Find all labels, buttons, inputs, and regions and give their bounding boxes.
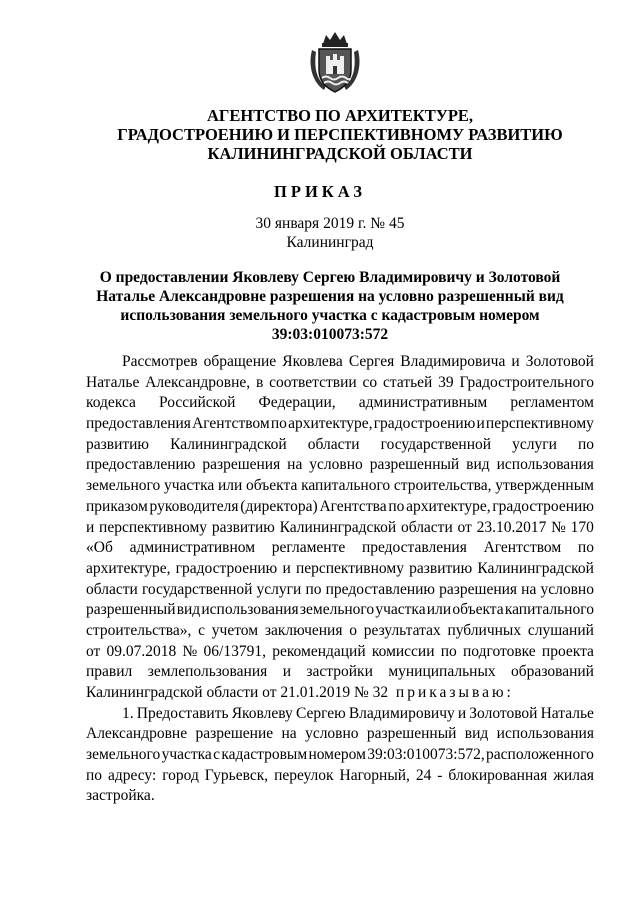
- word: строительства,: [393, 477, 492, 495]
- word: вид: [176, 601, 201, 619]
- item1-final-line: [86, 786, 594, 807]
- order-word: приказываю:: [395, 684, 514, 701]
- word: 1.: [122, 704, 134, 722]
- word: разрешение: [195, 725, 274, 743]
- word: по: [270, 415, 287, 433]
- word: на: [521, 580, 537, 598]
- word: по: [577, 539, 594, 557]
- word: градостроению: [175, 559, 278, 577]
- word: Сергею: [295, 704, 346, 722]
- word: Нагорный,: [339, 766, 410, 784]
- item1-line: [86, 724, 594, 745]
- word: 09.07.2018: [106, 642, 177, 660]
- preamble-line: [86, 414, 594, 435]
- word: Калининградской: [170, 435, 287, 453]
- word: использования: [496, 456, 594, 474]
- preamble-line: [86, 559, 594, 580]
- word: использования: [201, 601, 299, 619]
- word: кадастровым: [221, 746, 308, 764]
- word: -: [437, 766, 443, 784]
- word: с: [198, 621, 206, 639]
- word: Александровне: [86, 725, 188, 743]
- word: участка: [375, 601, 426, 619]
- word: приказом: [86, 497, 148, 515]
- word: области: [307, 435, 360, 453]
- order-body: [86, 352, 594, 807]
- word: Наталье: [86, 373, 140, 391]
- word: соответствии: [269, 373, 357, 391]
- word: Яковлеву: [231, 704, 293, 722]
- word: Калининградской: [477, 559, 594, 577]
- preamble-line: [86, 621, 594, 642]
- preamble-final-text: Калининградской области от 21.01.2019 № 32: [86, 684, 389, 701]
- item1-line: [86, 704, 594, 725]
- preamble-line: [86, 642, 594, 663]
- preamble-line: [86, 600, 594, 621]
- word: (директора): [240, 497, 318, 515]
- word: земельного: [86, 746, 161, 764]
- word: образований: [511, 663, 594, 681]
- preamble-line: [86, 373, 594, 394]
- word: по: [305, 580, 322, 598]
- word: участка: [161, 746, 212, 764]
- word: утвержденным: [495, 477, 594, 495]
- word: регламенте: [271, 539, 346, 557]
- word: услуги: [256, 580, 302, 598]
- word: и: [457, 704, 467, 722]
- preamble-line: [86, 518, 594, 539]
- preamble-line: [86, 455, 594, 476]
- word: 170: [570, 518, 594, 536]
- word: и: [86, 518, 95, 536]
- word: капитального: [504, 601, 594, 619]
- word: и: [282, 559, 291, 577]
- word: 23.10.2017: [476, 518, 547, 536]
- preamble-line: [86, 476, 594, 497]
- word: предоставления: [361, 539, 467, 557]
- word: области: [400, 518, 453, 536]
- word: или: [217, 477, 243, 495]
- word: расположенного: [486, 746, 594, 764]
- word: вид: [464, 725, 489, 743]
- word: правил: [86, 663, 133, 681]
- word: Федерации,: [258, 394, 336, 412]
- word: на: [281, 725, 297, 743]
- word: Агентством: [483, 539, 562, 557]
- word: 39: [438, 373, 454, 391]
- word: использования: [496, 725, 594, 743]
- word: градостроению: [492, 497, 594, 515]
- word: строительства»,: [86, 621, 192, 639]
- item1-line: [86, 745, 594, 766]
- agency-line: ГРАДОСТРОЕНИЮ И ПЕРСПЕКТИВНОМУ РАЗВИТИЮ: [117, 125, 563, 144]
- word: по: [388, 497, 405, 515]
- word: по: [440, 642, 457, 660]
- word: перспективному: [295, 559, 404, 577]
- document-type: ПРИКАЗ: [274, 182, 366, 201]
- word: градостроению: [373, 415, 476, 433]
- word: регламентом: [510, 394, 594, 412]
- word: по: [86, 766, 103, 784]
- word: разрешенный: [86, 601, 176, 619]
- word: разрешения: [439, 580, 518, 598]
- word: о: [349, 621, 357, 639]
- word: обращение: [203, 353, 277, 370]
- word: заключения: [264, 621, 343, 639]
- word: руководителя: [149, 497, 239, 515]
- word: Александровне,: [145, 373, 251, 391]
- agency-name: [60, 106, 620, 163]
- word: №: [182, 642, 198, 660]
- word: или: [426, 601, 452, 619]
- word: Агентства: [319, 497, 387, 515]
- word: учетом: [211, 621, 259, 639]
- word: Золотовой: [469, 704, 538, 722]
- word: кодекса: [86, 394, 136, 412]
- word: Яковлева: [282, 353, 343, 370]
- order-city: Калининград: [286, 234, 374, 251]
- word: разрешенный: [369, 456, 460, 474]
- word: архитектуре,: [406, 497, 491, 515]
- word: разрешения: [202, 456, 281, 474]
- word: государственной: [141, 580, 253, 598]
- agency-line: КАЛИНИНГРАДСКОЙ ОБЛАСТИ: [207, 144, 473, 163]
- word: области: [86, 580, 138, 598]
- word: земельного: [299, 601, 375, 619]
- word: земельного: [86, 477, 161, 495]
- word: рекомендаций: [272, 642, 366, 660]
- word: с: [213, 746, 221, 764]
- word: предоставлению: [86, 456, 196, 474]
- word: административным: [358, 394, 488, 412]
- subject-line: использования земельного участка с кадастровым номером: [120, 307, 540, 324]
- word: услуги: [512, 435, 557, 453]
- word: архитектуре,: [86, 559, 171, 577]
- preamble-line: [86, 497, 594, 518]
- word: и: [476, 415, 485, 433]
- subject-line: Наталье Александровне разрешения на условно разрешенный вид: [96, 288, 564, 305]
- word: Российской: [159, 394, 236, 412]
- preamble-final-line: [86, 683, 594, 704]
- word: город: [162, 766, 199, 784]
- word: 39:03:010073:572,: [367, 746, 485, 764]
- word: развитию: [409, 559, 473, 577]
- word: по: [577, 435, 594, 453]
- word: условно: [540, 580, 594, 598]
- word: предоставлению: [325, 580, 435, 598]
- preamble-paragraph: [86, 352, 594, 683]
- word: жилая: [553, 766, 594, 784]
- word: проекта: [541, 642, 594, 660]
- word: Агентством: [192, 415, 270, 433]
- word: участка: [163, 477, 215, 495]
- preamble-line: [86, 393, 594, 414]
- word: Градостроительного: [459, 373, 594, 391]
- word: комиссии: [371, 642, 435, 660]
- word: от: [457, 518, 472, 536]
- item1-final-text: застройка.: [86, 787, 155, 805]
- word: застройки: [306, 663, 373, 681]
- word: Владимировича: [400, 353, 506, 370]
- word: Предоставить: [136, 704, 229, 722]
- word: административном: [129, 539, 256, 557]
- word: развитию: [86, 435, 150, 453]
- order-item-1: [86, 704, 594, 787]
- word: и: [511, 353, 520, 370]
- word: Калининградской: [279, 518, 397, 536]
- preamble-line: [86, 538, 594, 559]
- word: слушаний: [527, 621, 594, 639]
- word: Золотовой: [525, 353, 594, 370]
- word: в: [255, 373, 264, 391]
- word: условно: [305, 725, 359, 743]
- coat-of-arms-icon: [306, 30, 364, 96]
- word: Рассмотрев: [122, 353, 198, 370]
- agency-line: АГЕНТСТВО ПО АРХИТЕКТУРЕ,: [206, 106, 474, 125]
- word: вид: [466, 456, 490, 474]
- word: предоставления: [86, 415, 191, 433]
- item1-line: [86, 766, 594, 787]
- word: землепользования: [147, 663, 268, 681]
- word: объекта: [246, 477, 298, 495]
- word: 24: [415, 766, 432, 784]
- word: «Об: [86, 539, 113, 557]
- word: и: [282, 663, 291, 681]
- word: на: [287, 456, 303, 474]
- word: блокированная: [448, 766, 548, 784]
- word: условно: [309, 456, 363, 474]
- word: адресу:: [107, 766, 157, 784]
- word: статьей: [383, 373, 433, 391]
- word: архитектуре,: [288, 415, 373, 433]
- word: результатах: [363, 621, 441, 639]
- word: муниципальных: [388, 663, 496, 681]
- word: развитию: [211, 518, 275, 536]
- order-date-number: 30 января 2019 г. № 45: [255, 215, 405, 232]
- word: от: [86, 642, 101, 660]
- word: Гурьевск,: [204, 766, 269, 784]
- word: Сергея: [348, 353, 395, 370]
- preamble-line: [86, 435, 594, 456]
- word: 06/13791,: [203, 642, 266, 660]
- word: перспективному: [99, 518, 208, 536]
- word: номером: [308, 746, 366, 764]
- word: со: [362, 373, 378, 391]
- word: Владимировичу: [348, 704, 455, 722]
- word: публичных: [447, 621, 522, 639]
- word: государственной: [380, 435, 492, 453]
- word: разрешенный: [366, 725, 457, 743]
- word: №: [551, 518, 566, 536]
- preamble-line: [86, 352, 594, 373]
- preamble-line: [86, 662, 594, 683]
- word: капитального: [301, 477, 391, 495]
- word: объекта: [452, 601, 504, 619]
- subject-line: 39:03:010073:572: [271, 326, 389, 343]
- subject-line: О предоставлении Яковлеву Сергею Владимировичу и Золотовой: [99, 269, 561, 286]
- word: Наталье: [540, 704, 594, 722]
- order-subject: [80, 268, 580, 344]
- word: подготовке: [463, 642, 536, 660]
- word: переулок: [274, 766, 334, 784]
- preamble-line: [86, 580, 594, 601]
- word: перспективному: [485, 415, 594, 433]
